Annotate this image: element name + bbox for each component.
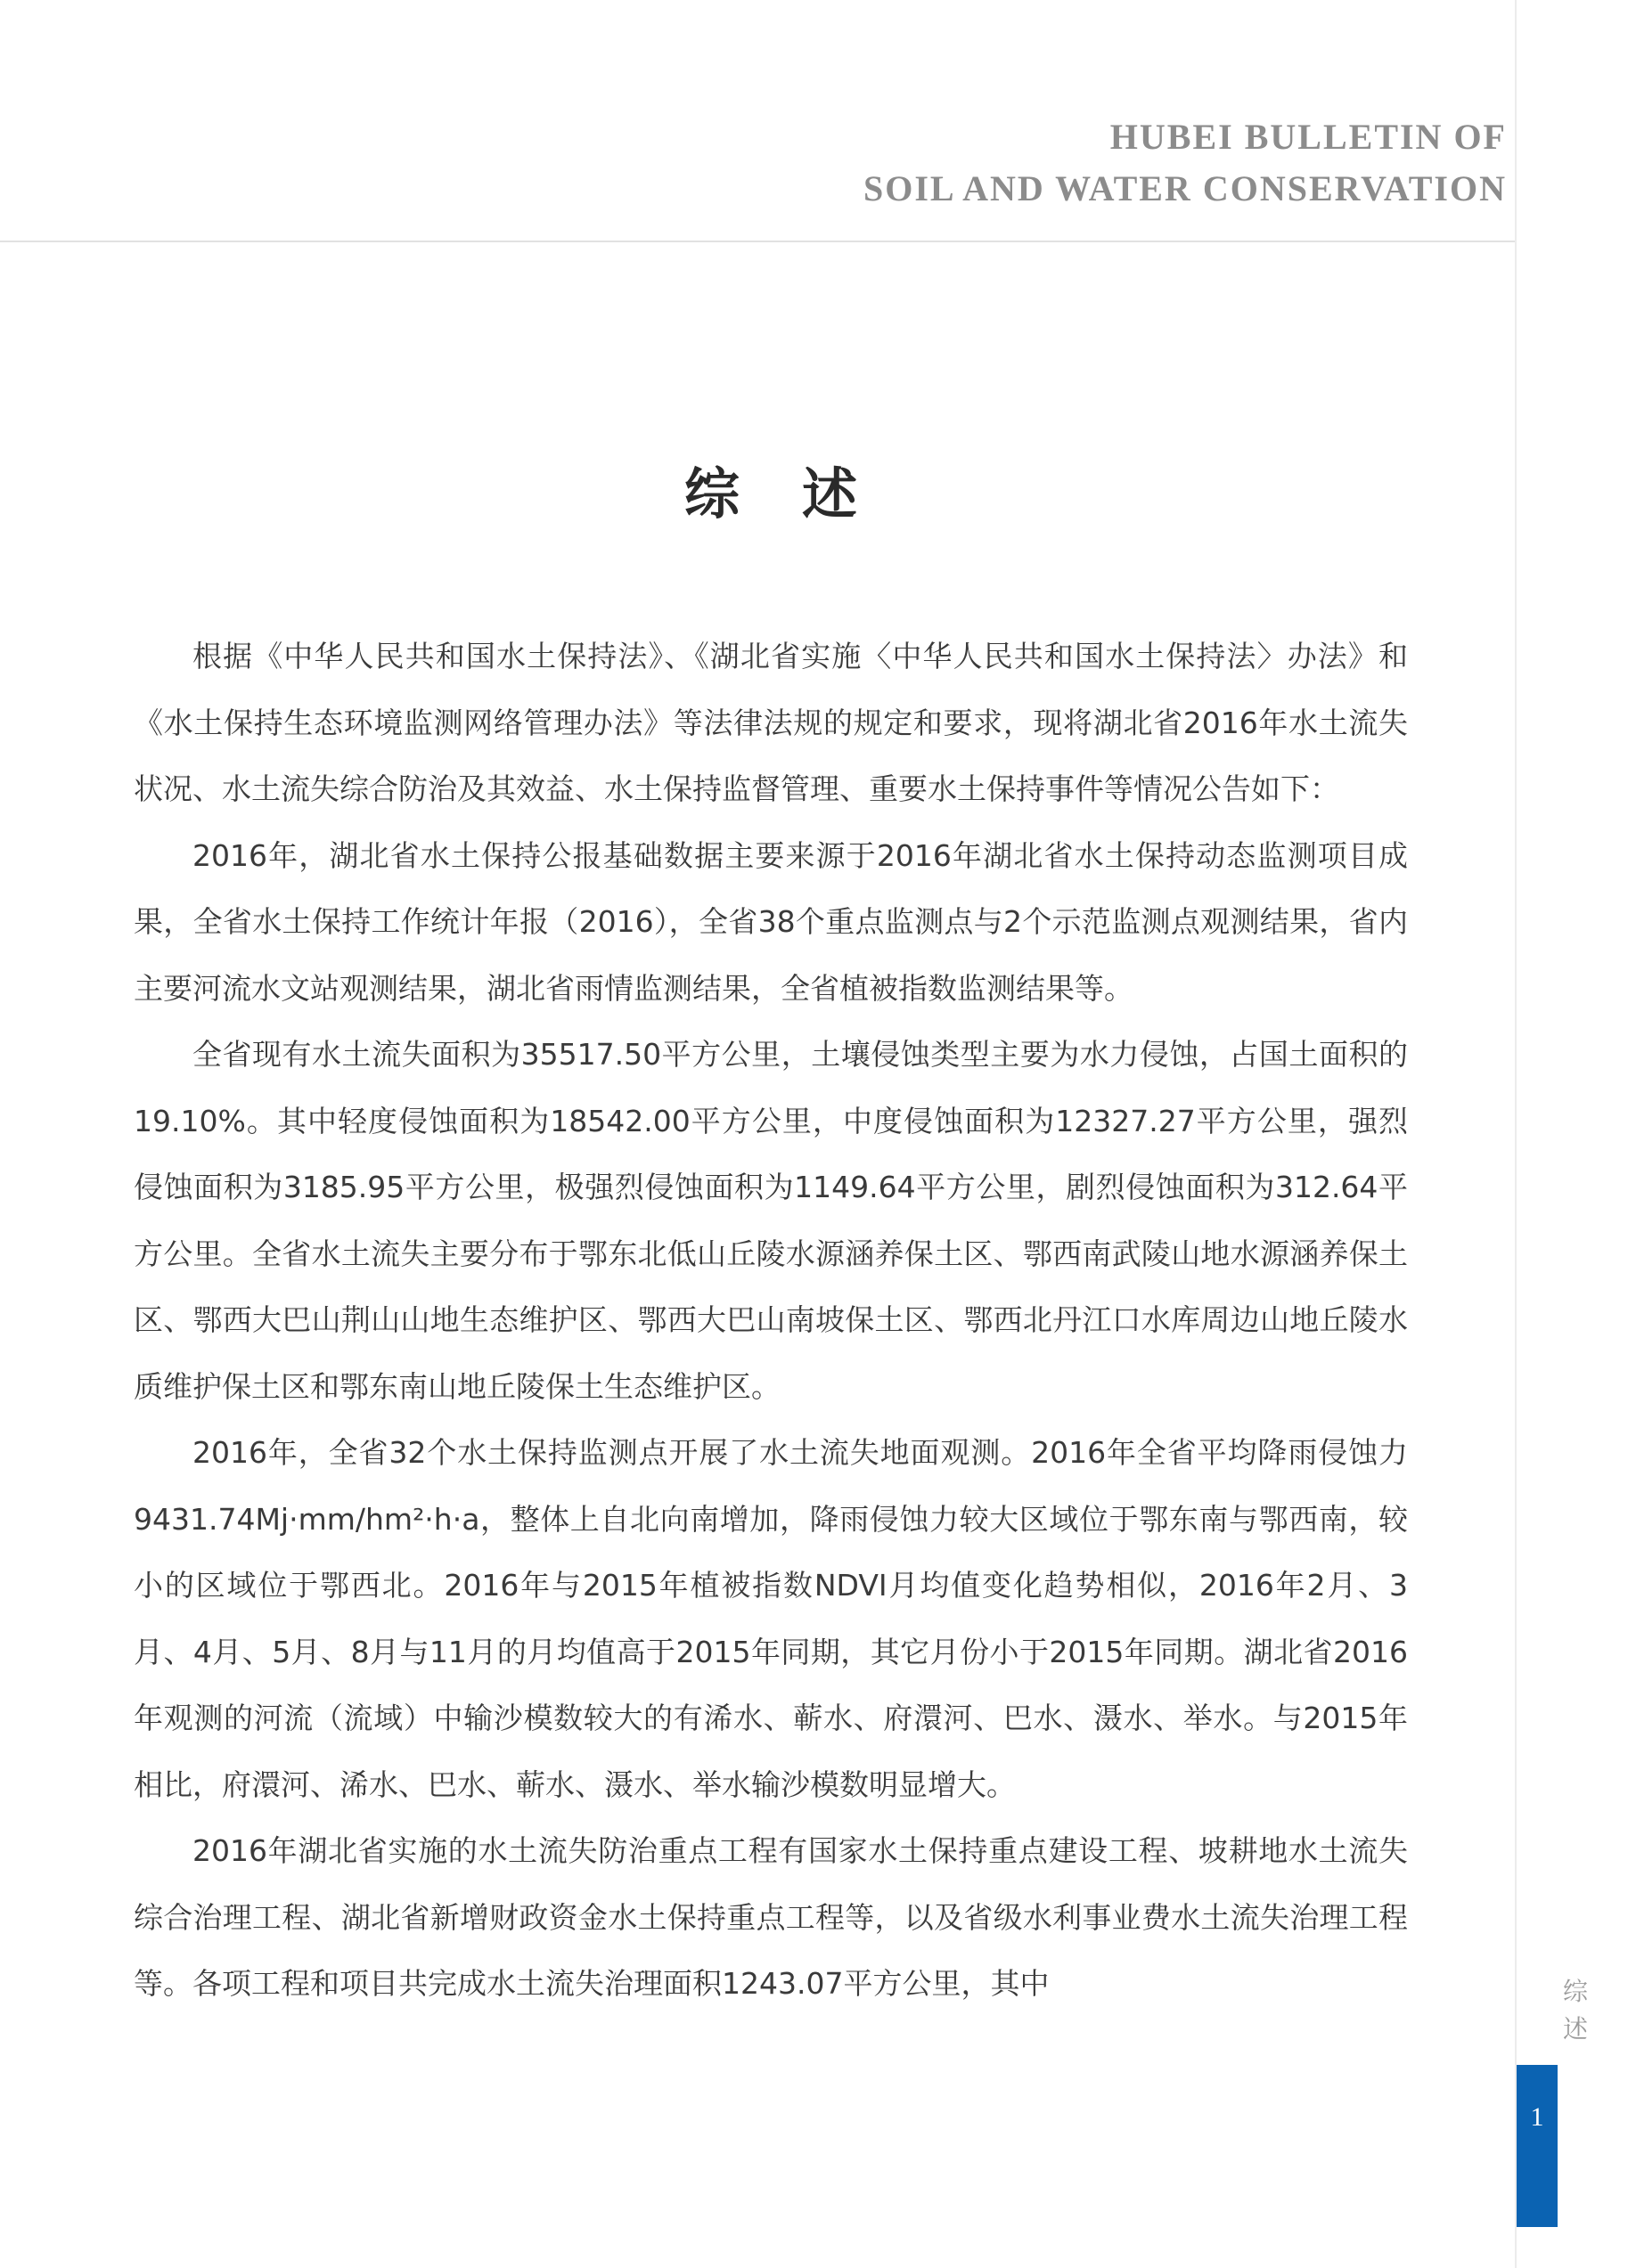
title-char-2: 述 xyxy=(802,461,858,526)
paragraph-monitoring: 2016年，全省32个水土保持监测点开展了水土流失地面观测。2016年全省平均降雨侵蚀力9431.74Mj·mm/hm²·h·a，整体上自北向南增加，降雨侵蚀力较大区域位于鄂东南与鄂西南，较小的区域位于鄂西北。2016年与2015年植被指数NDVI月均值变化趋势相似，2016年2月、3月、4月、5月、8月与11月的月均值高于2015年同期，其它月份小于2015年同期。湖北省2016年观测的河流（流域）中输沙模数较大的有浠水、蕲水、府澴河、巴水、滠水、举水。与2015年相比，府澴河、浠水、巴水、蕲水、滠水、举水输沙模数明显增大。 xyxy=(134,1435,1408,1802)
body-text xyxy=(134,624,1408,2018)
side-label-char-1: 综 xyxy=(1562,1977,1588,2006)
header-line-1: HUBEI BULLETIN OF xyxy=(1109,117,1507,157)
paragraph-projects: 2016年湖北省实施的水土流失防治重点工程有国家水土保持重点建设工程、坡耕地水土流失综合治理工程、湖北省新增财政资金水土保持重点工程等，以及省级水利事业费水土流失治理工程等。各项工程和项目共完成水土流失治理面积1243.07平方公里，其中 xyxy=(134,1833,1408,2001)
paragraph-intro: 根据《中华人民共和国水土保持法》、《湖北省实施〈中华人民共和国水土保持法〉办法》和《水土保持生态环境监测网络管理办法》等法律法规的规定和要求，现将湖北省2016年水土流失状况、水土流失综合防治及其效益、水土保持监督管理、重要水土保持事件等情况公告如下： xyxy=(134,639,1408,806)
side-label-char-2: 述 xyxy=(1562,2014,1588,2044)
bulletin-header xyxy=(863,111,1507,215)
page-number: 1 xyxy=(1530,2102,1544,2132)
page-tab xyxy=(1517,2065,1558,2227)
paragraph-erosion-area: 全省现有水土流失面积为35517.50平方公里，土壤侵蚀类型主要为水力侵蚀，占国土面积的19.10%。其中轻度侵蚀面积为18542.00平方公里，中度侵蚀面积为12327.27平方公里，强烈侵蚀面积为3185.95平方公里，极强烈侵蚀面积为1149.64平方公里，剧烈侵蚀面积为312.64平方公里。全省水土流失主要分布于鄂东北低山丘陵水源涵养保土区、鄂西南武陵山地水源涵养保土区、鄂西大巴山荆山山地生态维护区、鄂西大巴山南坡保土区、鄂西北丹江口水库周边山地丘陵水质维护保土区和鄂东南山地丘陵保土生态维护区。 xyxy=(134,1037,1408,1404)
paragraph-data-sources: 2016年，湖北省水土保持公报基础数据主要来源于2016年湖北省水土保持动态监测项目成果，全省水土保持工作统计年报（2016），全省38个重点监测点与2个示范监测点观测结果，省内主要河流水文站观测结果，湖北省雨情监测结果，全省植被指数监测结果等。 xyxy=(134,837,1408,1006)
page-title xyxy=(0,450,1542,529)
title-char-1: 综 xyxy=(683,461,740,526)
header-divider xyxy=(0,241,1515,242)
header-line-2: SOIL AND WATER CONSERVATION xyxy=(863,168,1507,208)
section-side-label xyxy=(1515,1973,1636,2048)
margin-divider xyxy=(1515,0,1517,2268)
